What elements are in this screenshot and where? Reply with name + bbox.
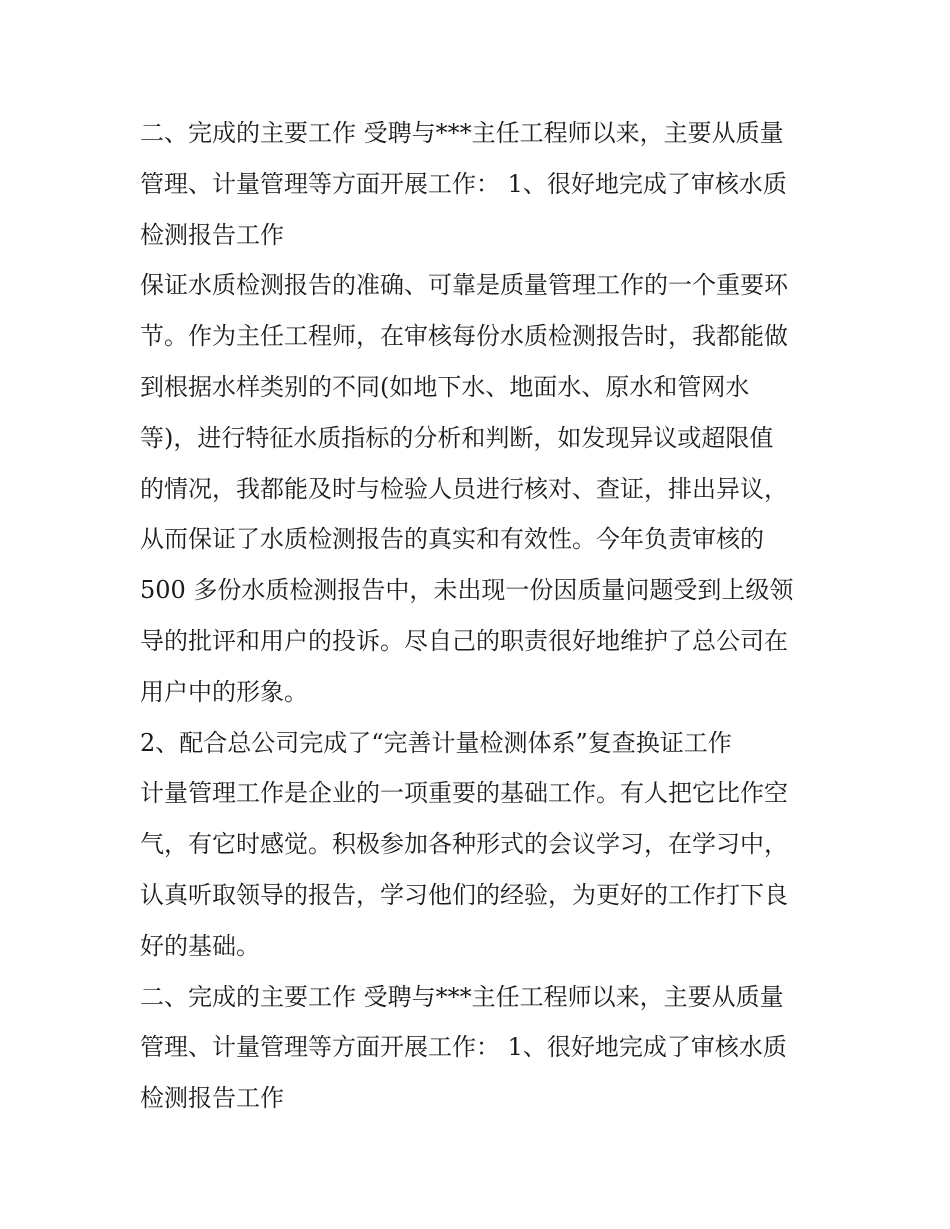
text-line: 的情况，我都能及时与检验人员进行核对、查证，排出异议， [140, 474, 788, 503]
text-line: 二、完成的主要工作 受聘与***主任工程师以来，主要从质量 [140, 982, 784, 1011]
document-body [140, 108, 820, 1124]
text-line: 从而保证了水质检测报告的真实和有效性。今年负责审核的 [140, 525, 764, 554]
text-line: 计量管理工作是企业的一项重要的基础工作。有人把它比作空 [140, 779, 788, 808]
text-line: 等)，进行特征水质指标的分析和判断，如发现异议或超限值 [140, 423, 774, 452]
text-line: 导的批评和用户的投诉。尽自己的职责很好地维护了总公司在 [140, 626, 788, 655]
text-line: 检测报告工作 [140, 220, 284, 249]
text-line: 认真听取领导的报告，学习他们的经验，为更好的工作打下良 [140, 880, 788, 909]
text-line: 好的基础。 [140, 931, 260, 960]
text-line: 500 多份水质检测报告中，未出现一份因质量问题受到上级领 [140, 576, 794, 605]
text-line: 2、配合总公司完成了“完善计量检测体系”复查换证工作 [140, 728, 732, 757]
text-line: 二、完成的主要工作 受聘与***主任工程师以来，主要从质量 [140, 119, 784, 147]
text-line: 管理、计量管理等方面开展工作： 1、很好地完成了审核水质 [140, 169, 787, 198]
text-line: 用户中的形象。 [140, 677, 308, 706]
text-line: 到根据水样类别的不同(如地下水、地面水、原水和管网水 [140, 372, 750, 401]
text-line: 节。作为主任工程师，在审核每份水质检测报告时，我都能做 [140, 322, 788, 351]
text-line: 保证水质检测报告的准确、可靠是质量管理工作的一个重要环 [140, 271, 788, 300]
text-line: 管理、计量管理等方面开展工作： 1、很好地完成了审核水质 [140, 1033, 787, 1062]
text-line: 检测报告工作 [140, 1084, 284, 1113]
text-line: 气，有它时感觉。积极参加各种形式的会议学习，在学习中， [140, 830, 788, 859]
